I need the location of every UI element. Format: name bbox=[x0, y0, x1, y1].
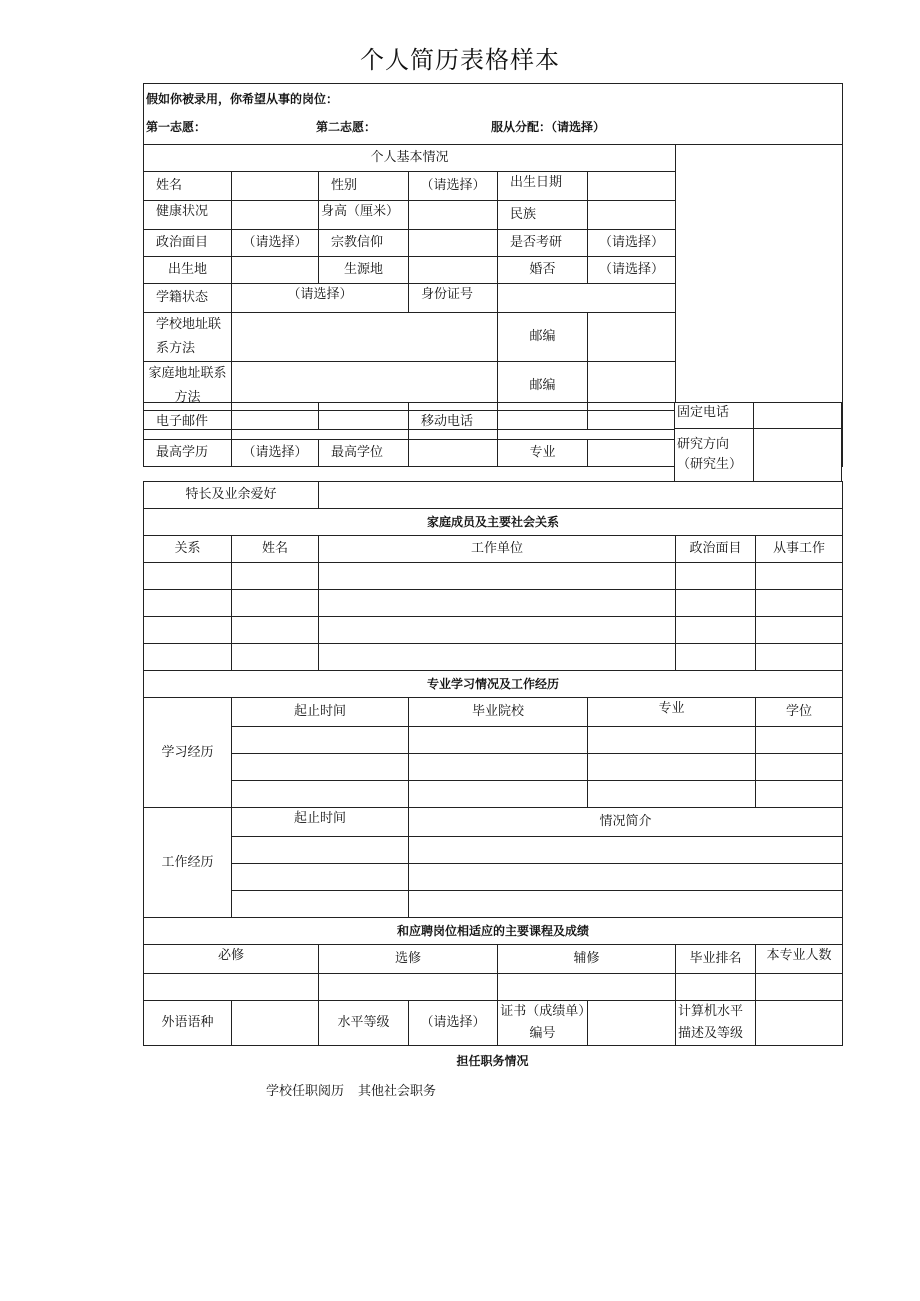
language-label: 外语语种 bbox=[144, 1001, 232, 1046]
family-cell[interactable] bbox=[232, 563, 319, 590]
family-cell[interactable] bbox=[676, 563, 756, 590]
school-address-field[interactable] bbox=[232, 313, 498, 362]
family-col-relation: 关系 bbox=[144, 536, 232, 563]
family-cell[interactable] bbox=[319, 644, 676, 671]
basic-info-section: 个人基本情况 bbox=[144, 145, 676, 172]
family-cell[interactable] bbox=[756, 644, 843, 671]
name-label: 姓名 bbox=[144, 172, 232, 201]
marriage-select[interactable]: （请选择） bbox=[588, 257, 676, 284]
family-cell[interactable] bbox=[756, 563, 843, 590]
family-cell[interactable] bbox=[232, 644, 319, 671]
major-field[interactable] bbox=[588, 440, 676, 467]
education-label: 最高学历 bbox=[144, 440, 232, 467]
course-cell[interactable] bbox=[498, 974, 676, 1001]
study-cell[interactable] bbox=[756, 781, 843, 808]
research-label: 研究方向（研究生） bbox=[674, 428, 754, 482]
duties-section: 担任职务情况 bbox=[456, 1054, 529, 1068]
family-cell[interactable] bbox=[319, 563, 676, 590]
study-cell[interactable] bbox=[756, 754, 843, 781]
family-cell[interactable] bbox=[319, 590, 676, 617]
family-cell[interactable] bbox=[144, 563, 232, 590]
birthplace-field[interactable] bbox=[232, 257, 319, 284]
study-cell[interactable] bbox=[409, 781, 588, 808]
hobby-label: 特长及业余爱好 bbox=[144, 482, 319, 509]
courses-section: 和应聘岗位相适应的主要课程及成绩 bbox=[144, 918, 843, 945]
study-cell[interactable] bbox=[588, 754, 756, 781]
family-section: 家庭成员及主要社会关系 bbox=[144, 509, 843, 536]
table-row bbox=[144, 617, 843, 644]
work-cell[interactable] bbox=[409, 864, 843, 891]
course-cell[interactable] bbox=[676, 974, 756, 1001]
study-cell[interactable] bbox=[232, 727, 409, 754]
home-address-label: 家庭地址联系方法 bbox=[144, 362, 232, 411]
gender-select[interactable]: （请选择） bbox=[409, 172, 498, 201]
table-row bbox=[144, 590, 843, 617]
name-field[interactable] bbox=[232, 172, 319, 201]
course-cell[interactable] bbox=[144, 974, 319, 1001]
table-row bbox=[144, 727, 843, 754]
social-duty-label: 其他社会职务 bbox=[358, 1084, 437, 1099]
school-postcode-field[interactable] bbox=[588, 313, 676, 362]
home-postcode-label: 邮编 bbox=[498, 362, 588, 411]
education-select[interactable]: （请选择） bbox=[232, 440, 319, 467]
health-label: 健康状况 bbox=[144, 201, 232, 230]
id-label: 身份证号 bbox=[409, 284, 498, 313]
family-cell[interactable] bbox=[232, 590, 319, 617]
table-row bbox=[144, 864, 843, 891]
family-cell[interactable] bbox=[144, 590, 232, 617]
computer-level-label: 计算机水平描述及等级 bbox=[676, 1001, 756, 1046]
family-cell[interactable] bbox=[144, 644, 232, 671]
application-header bbox=[144, 84, 843, 145]
study-col-major: 专业 bbox=[588, 698, 756, 727]
ethnicity-label: 民族 bbox=[498, 201, 588, 230]
birthplace-label: 出生地 bbox=[144, 257, 232, 284]
school-duty-label: 学校任职阅历 bbox=[266, 1084, 345, 1099]
second-choice-label[interactable]: 第二志愿： bbox=[316, 120, 377, 134]
course-col-elective: 选修 bbox=[319, 945, 498, 974]
degree-label: 最高学位 bbox=[319, 440, 409, 467]
resume-form-lower bbox=[143, 481, 843, 1046]
work-cell[interactable] bbox=[232, 891, 409, 918]
health-field[interactable] bbox=[232, 201, 319, 230]
family-col-employer: 工作单位 bbox=[319, 536, 676, 563]
level-label: 水平等级 bbox=[319, 1001, 409, 1046]
family-cell[interactable] bbox=[756, 590, 843, 617]
family-cell[interactable] bbox=[676, 644, 756, 671]
major-label: 专业 bbox=[498, 440, 588, 467]
birth-date-label: 出生日期 bbox=[498, 172, 588, 201]
study-cell[interactable] bbox=[409, 727, 588, 754]
id-field[interactable] bbox=[498, 284, 676, 313]
study-col-period: 起止时间 bbox=[232, 698, 409, 727]
research-field[interactable] bbox=[753, 428, 842, 482]
course-col-minor: 辅修 bbox=[498, 945, 676, 974]
study-col-degree: 学位 bbox=[756, 698, 843, 727]
table-row bbox=[144, 644, 843, 671]
exam-select[interactable]: （请选择） bbox=[588, 230, 676, 257]
work-col-period: 起止时间 bbox=[232, 808, 409, 837]
study-cell[interactable] bbox=[588, 781, 756, 808]
status-label: 学籍状态 bbox=[144, 284, 232, 313]
family-cell[interactable] bbox=[756, 617, 843, 644]
work-cell[interactable] bbox=[409, 837, 843, 864]
study-cell[interactable] bbox=[232, 781, 409, 808]
desired-position-label: 假如你被录用，你希望从事的岗位： bbox=[146, 92, 339, 106]
first-choice-label[interactable]: 第一志愿： bbox=[146, 120, 207, 134]
family-col-name: 姓名 bbox=[232, 536, 319, 563]
origin-field[interactable] bbox=[409, 257, 498, 284]
work-col-summary: 情况简介 bbox=[409, 808, 843, 837]
marriage-label: 婚否 bbox=[498, 257, 588, 284]
table-row bbox=[144, 781, 843, 808]
level-select[interactable]: （请选择） bbox=[409, 1001, 498, 1046]
political-label: 政治面目 bbox=[144, 230, 232, 257]
duties-items bbox=[266, 1080, 450, 1099]
course-col-rank: 毕业排名 bbox=[676, 945, 756, 974]
email-label: 电子邮件 bbox=[144, 411, 232, 440]
work-label: 工作经历 bbox=[144, 808, 232, 918]
family-cell[interactable] bbox=[676, 590, 756, 617]
certificate-field[interactable] bbox=[588, 1001, 676, 1046]
height-field[interactable] bbox=[409, 201, 498, 230]
family-col-occupation: 从事工作 bbox=[756, 536, 843, 563]
school-address-label: 学校地址联系方法 bbox=[144, 313, 232, 362]
table-row bbox=[144, 754, 843, 781]
certificate-label: 证书（成绩单）编号 bbox=[498, 1001, 588, 1046]
ethnicity-field[interactable] bbox=[588, 201, 676, 230]
table-row bbox=[144, 563, 843, 590]
study-label: 学习经历 bbox=[144, 698, 232, 808]
school-postcode-label: 邮编 bbox=[498, 313, 588, 362]
work-cell[interactable] bbox=[409, 891, 843, 918]
hobby-field[interactable] bbox=[319, 482, 843, 509]
table-row bbox=[144, 837, 843, 864]
origin-label: 生源地 bbox=[319, 257, 409, 284]
gender-label: 性别 bbox=[319, 172, 409, 201]
course-cell[interactable] bbox=[756, 974, 843, 1001]
study-col-school: 毕业院校 bbox=[409, 698, 588, 727]
study-cell[interactable] bbox=[409, 754, 588, 781]
work-cell[interactable] bbox=[232, 864, 409, 891]
course-col-required: 必修 bbox=[144, 945, 319, 974]
family-cell[interactable] bbox=[144, 617, 232, 644]
family-col-political: 政治面目 bbox=[676, 536, 756, 563]
phone-field[interactable] bbox=[753, 402, 842, 429]
family-cell[interactable] bbox=[319, 617, 676, 644]
language-field[interactable] bbox=[232, 1001, 319, 1046]
course-col-count: 本专业人数 bbox=[756, 945, 843, 974]
family-cell[interactable] bbox=[232, 617, 319, 644]
religion-label: 宗教信仰 bbox=[319, 230, 409, 257]
experience-section: 专业学习情况及工作经历 bbox=[144, 671, 843, 698]
political-select[interactable]: （请选择） bbox=[232, 230, 319, 257]
computer-level-field[interactable] bbox=[756, 1001, 843, 1046]
work-cell[interactable] bbox=[232, 837, 409, 864]
obey-allocation-select[interactable]: 服从分配：（请选择） bbox=[491, 120, 606, 134]
choice-line bbox=[146, 118, 840, 136]
religion-field[interactable] bbox=[409, 230, 498, 257]
degree-field[interactable] bbox=[409, 440, 498, 467]
course-cell[interactable] bbox=[319, 974, 498, 1001]
study-cell[interactable] bbox=[756, 727, 843, 754]
exam-label: 是否考研 bbox=[498, 230, 588, 257]
height-label: 身高（厘米） bbox=[319, 201, 409, 230]
mobile-label: 移动电话 bbox=[409, 411, 498, 440]
study-cell[interactable] bbox=[588, 727, 756, 754]
birth-date-field[interactable] bbox=[588, 172, 676, 201]
study-cell[interactable] bbox=[232, 754, 409, 781]
family-cell[interactable] bbox=[676, 617, 756, 644]
table-row bbox=[144, 974, 843, 1001]
page-title: 个人简历表格样本 bbox=[360, 46, 560, 74]
status-select[interactable]: （请选择） bbox=[232, 284, 409, 313]
phone-label: 固定电话 bbox=[674, 402, 754, 429]
table-row bbox=[144, 891, 843, 918]
